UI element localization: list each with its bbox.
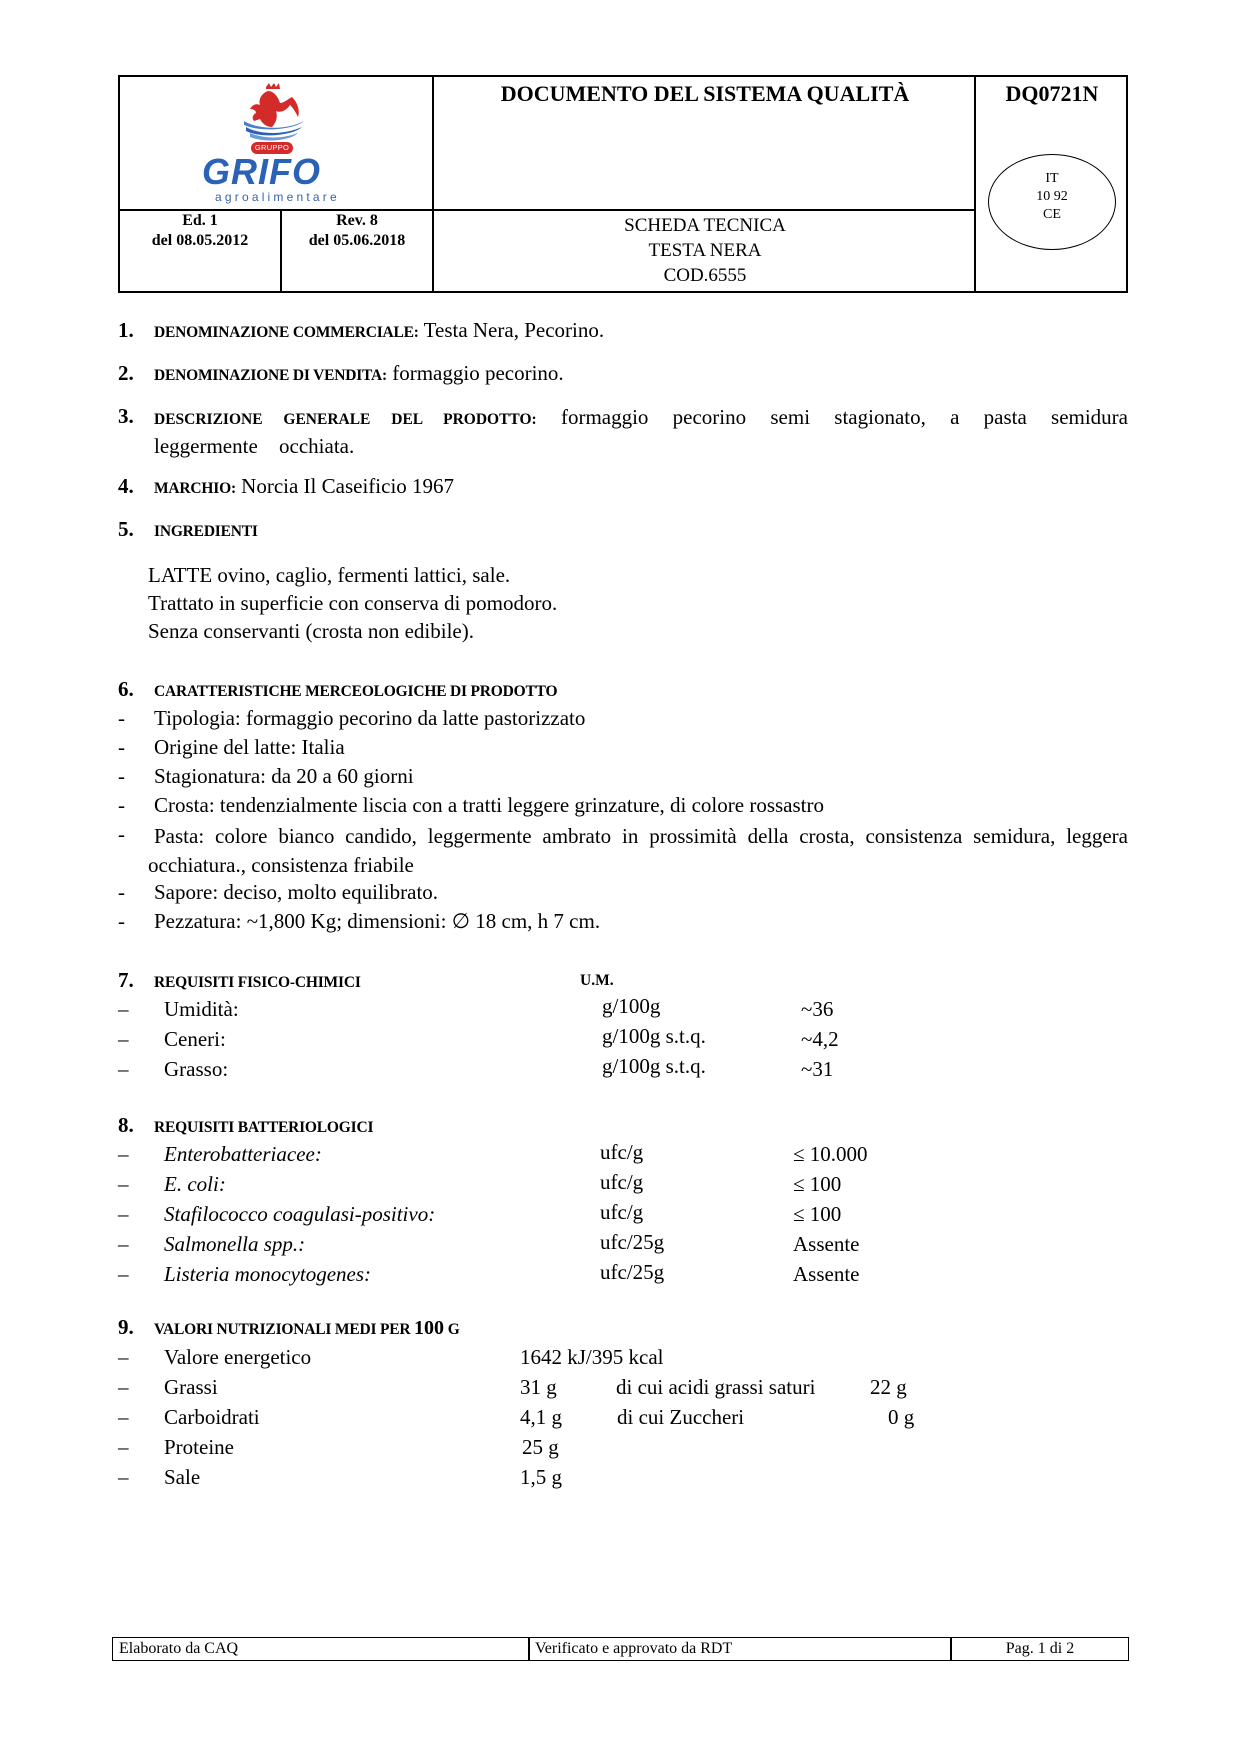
section-ingredients	[118, 517, 258, 542]
bullet: –	[118, 1027, 129, 1051]
scheda-line: TESTA NERA	[648, 240, 762, 261]
microorganism-unit: ufc/g	[600, 1200, 644, 1224]
nutrient-name: Valore energetico	[164, 1345, 312, 1369]
footer-approved-by: Verificato e approvato da RDT	[535, 1640, 733, 1657]
parameter-name: Ceneri:	[164, 1027, 226, 1051]
section-number: 1.	[118, 318, 134, 342]
microorganism-limit: ≤ 100	[793, 1172, 842, 1196]
technical-sheet-title	[436, 213, 974, 288]
document-footer	[112, 1637, 1129, 1661]
characteristic-text: Pasta: colore bianco candido, leggermente ambrato in prossimità della crosta, consistenza semidura, leggera occhiatura., consistenza friabile	[148, 824, 1128, 877]
section-number: 3.	[118, 404, 134, 428]
nutrient-name: Proteine	[164, 1435, 234, 1459]
physico-chemical-row	[118, 1057, 228, 1082]
bullet: –	[118, 997, 129, 1021]
microorganism-name: Enterobatteriacee:	[164, 1142, 322, 1166]
characteristic-item	[118, 793, 824, 818]
scheda-line: SCHEDA TECNICA	[624, 215, 786, 236]
characteristic-item	[118, 706, 585, 731]
section-label: CARATTERISTICHE MERCEOLOGICHE DI PRODOTTO	[154, 683, 558, 700]
microorganism-limit: ≤ 100	[793, 1202, 842, 1226]
logo-tagline: agroalimentare	[215, 190, 340, 204]
parameter-unit: g/100g s.t.q.	[602, 1054, 706, 1078]
footer-divider	[528, 1638, 530, 1660]
microorganism-name: Stafilococco coagulasi-positivo:	[164, 1202, 436, 1226]
bullet: –	[118, 1465, 129, 1489]
header-divider	[974, 77, 976, 291]
section-label: VALORI NUTRIZIONALI MEDI PER	[154, 1321, 415, 1338]
characteristic-text: Pezzatura: ~1,800 Kg; dimensioni: ∅ 18 cm, h 7 cm.	[154, 909, 601, 933]
characteristic-item	[118, 909, 600, 934]
nutrient-value: 31 g	[520, 1375, 557, 1399]
revision-date: del 05.06.2018	[308, 232, 406, 249]
section-label: REQUISITI BATTERIOLOGICI	[154, 1119, 374, 1136]
nutrient-name: Sale	[164, 1465, 201, 1489]
characteristic-item	[118, 764, 414, 789]
physico-chemical-row	[118, 1027, 226, 1052]
um-column-header: U.M.	[580, 972, 614, 989]
bacteriological-row	[118, 1202, 435, 1227]
edition-label: Ed. 1	[182, 212, 218, 229]
stamp-line: CE	[1043, 207, 1061, 222]
section-product-characteristics	[118, 677, 557, 702]
parameter-value: ~36	[801, 997, 834, 1021]
bullet: –	[118, 1405, 129, 1429]
section-label-unit: G	[444, 1321, 460, 1338]
characteristic-text: Tipologia: formaggio pecorino da latte pastorizzato	[154, 706, 586, 730]
bacteriological-row	[118, 1142, 322, 1167]
footer-prepared-by: Elaborato da CAQ	[119, 1640, 239, 1657]
nutrient-name: Carboidrati	[164, 1405, 260, 1429]
parameter-value: ~4,2	[801, 1027, 839, 1051]
logo-badge: GRUPPO	[251, 142, 293, 154]
microorganism-unit: ufc/25g	[600, 1230, 665, 1254]
bullet: –	[118, 1142, 129, 1166]
revision-label: Rev. 8	[336, 212, 378, 229]
nutrient-value: 4,1 g	[520, 1405, 562, 1429]
document-header-table	[118, 75, 1128, 293]
section-brand	[118, 474, 454, 499]
nutrient-sub-value: 0 g	[888, 1405, 915, 1429]
microorganism-name: E. coli:	[164, 1172, 226, 1196]
section-label: DENOMINAZIONE DI VENDITA:	[154, 367, 387, 384]
parameter-unit: g/100g s.t.q.	[602, 1024, 706, 1048]
section-bacteriological	[118, 1113, 373, 1138]
nutrient-sub-name: di cui acidi grassi saturi	[616, 1375, 816, 1399]
bullet: -	[118, 706, 125, 730]
section-value: Norcia Il Caseificio 1967	[235, 474, 455, 498]
section-label-qty: 100	[414, 1317, 445, 1339]
section-label: INGREDIENTI	[154, 523, 258, 540]
bullet: –	[118, 1345, 129, 1369]
company-logo	[120, 77, 433, 210]
bullet: -	[118, 822, 125, 846]
stamp-line: IT	[1045, 171, 1059, 186]
logo-brand: GRIFO	[202, 151, 321, 192]
parameter-value: ~31	[801, 1057, 834, 1081]
ingredient-line: LATTE ovino, caglio, fermenti lattici, sale.	[148, 563, 511, 587]
characteristic-item	[118, 735, 345, 760]
section-nutritional-values	[118, 1315, 460, 1340]
section-physico-chemical	[118, 968, 361, 993]
nutrient-sub-name: di cui Zuccheri	[617, 1405, 745, 1429]
nutrition-row	[118, 1465, 200, 1490]
section-sale-name	[118, 361, 564, 386]
bullet: –	[118, 1172, 129, 1196]
section-number: 6.	[118, 677, 134, 701]
bullet: -	[118, 764, 125, 788]
bacteriological-row	[118, 1172, 226, 1197]
microorganism-unit: ufc/g	[600, 1170, 644, 1194]
bacteriological-row	[118, 1232, 305, 1257]
section-label: DESCRIZIONE GENERALE DEL PRODOTTO:	[154, 411, 537, 428]
scheda-line: COD.6555	[663, 265, 747, 286]
characteristic-text: Stagionatura: da 20 a 60 giorni	[154, 764, 414, 788]
section-commercial-name	[118, 318, 604, 343]
document-code: DQ0721N	[1005, 81, 1099, 106]
characteristic-text: Sapore: deciso, molto equilibrato.	[154, 880, 439, 904]
revision-cell	[282, 211, 432, 291]
nutrient-value: 1642 kJ/395 kcal	[520, 1345, 664, 1369]
nutrient-sub-value: 22 g	[870, 1375, 907, 1399]
bullet: -	[118, 793, 125, 817]
section-number: 8.	[118, 1113, 134, 1137]
nutrient-value: 25 g	[522, 1435, 559, 1459]
microorganism-limit: Assente	[793, 1262, 860, 1286]
nutrient-value: 1,5 g	[520, 1465, 562, 1489]
parameter-name: Grasso:	[164, 1057, 229, 1081]
bullet: –	[118, 1435, 129, 1459]
physico-chemical-row	[118, 997, 239, 1022]
section-label: REQUISITI FISICO-CHIMICI	[154, 974, 361, 991]
ingredient-line: Trattato in superficie con conserva di pomodoro.	[148, 591, 558, 615]
section-number: 4.	[118, 474, 134, 498]
footer-page-number: Pag. 1 di 2	[1005, 1640, 1075, 1657]
section-number: 7.	[118, 968, 134, 992]
section-value: Testa Nera, Pecorino.	[418, 318, 605, 342]
bacteriological-row	[118, 1262, 371, 1287]
edition-date: del 08.05.2012	[151, 232, 249, 249]
nutrition-row	[118, 1405, 260, 1430]
parameter-unit: g/100g	[602, 994, 661, 1018]
characteristic-item	[118, 880, 438, 905]
nutrition-row	[118, 1345, 311, 1370]
nutrition-row	[118, 1375, 218, 1400]
header-divider	[432, 209, 974, 211]
bullet: –	[118, 1262, 129, 1286]
edition-cell	[120, 211, 280, 291]
section-general-description-text	[154, 404, 1128, 460]
nutrient-name: Grassi	[164, 1375, 218, 1399]
section-value: formaggio pecorino.	[386, 361, 564, 385]
microorganism-limit: ≤ 10.000	[793, 1142, 868, 1166]
microorganism-name: Salmonella spp.:	[164, 1232, 306, 1256]
characteristic-text: Origine del latte: Italia	[154, 735, 345, 759]
section-label: DENOMINAZIONE COMMERCIALE:	[154, 324, 419, 341]
section-number: 5.	[118, 517, 134, 541]
document-title: DOCUMENTO DEL SISTEMA QUALITÀ	[500, 81, 910, 106]
microorganism-unit: ufc/g	[600, 1140, 644, 1164]
ingredient-line: Senza conservanti (crosta non edibile).	[148, 619, 474, 643]
bullet: -	[118, 735, 125, 759]
section-number: 2.	[118, 361, 134, 385]
section-value: formaggio pecorino semi stagionato, a pasta semidura leggermente occhiata.	[154, 405, 1129, 458]
bullet: –	[118, 1202, 129, 1226]
bullet: –	[118, 1375, 129, 1399]
section-number: 9.	[118, 1315, 134, 1339]
bullet: -	[118, 880, 125, 904]
microorganism-unit: ufc/25g	[600, 1260, 665, 1284]
griffin-logo-icon	[238, 83, 308, 143]
health-mark-stamp	[988, 154, 1116, 250]
parameter-name: Umidità:	[164, 997, 239, 1021]
microorganism-limit: Assente	[793, 1232, 860, 1256]
nutrition-row	[118, 1435, 234, 1460]
characteristic-text: Crosta: tendenzialmente liscia con a tratti leggere grinzature, di colore rossastro	[154, 793, 824, 817]
microorganism-name: Listeria monocytogenes:	[164, 1262, 372, 1286]
stamp-line: 10 92	[1036, 189, 1068, 204]
section-label: MARCHIO:	[154, 480, 236, 497]
bullet: -	[118, 909, 125, 933]
bullet: –	[118, 1232, 129, 1256]
bullet: –	[118, 1057, 129, 1081]
